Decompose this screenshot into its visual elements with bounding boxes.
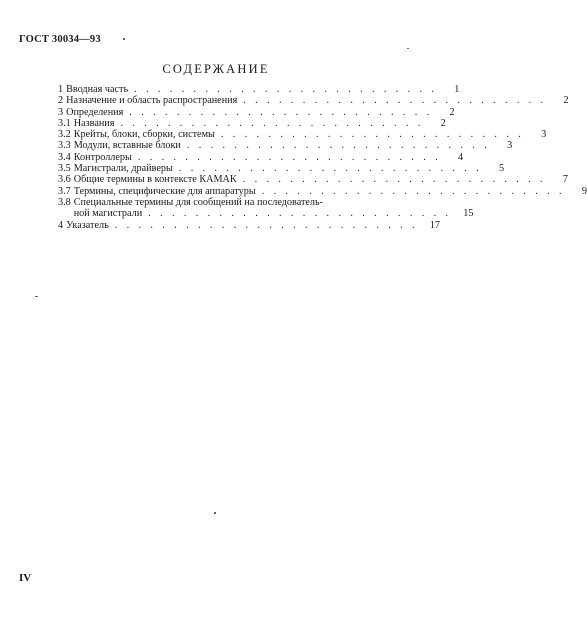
scan-speck [407, 48, 409, 49]
toc-leader-dots: . . . . . . . . . . . . . . . . . . . . . . . . . . [178, 163, 483, 175]
toc-leader-dots: . . . . . . . . . . . . . . . . . . . . . . . . . . [261, 185, 565, 197]
toc-leader-dots: . . . . . . . . . . . . . . . . . . . . . . . . . . [220, 129, 525, 141]
toc-entry [58, 95, 569, 107]
toc-entry-title: Модули, вставные блоки [73, 140, 181, 152]
toc-leader-dots: . . . . . . . . . . . . . . . . . . . . . . . . . . [120, 117, 424, 129]
toc-entry-body [71, 197, 474, 220]
toc-entry [58, 117, 446, 129]
toc-leader-dots: . . . . . . . . . . . . . . . . . . . . . . . . . . [243, 95, 547, 107]
toc-entry-number: 3.4 [58, 151, 71, 163]
toc-entry-title: Указатель [66, 219, 109, 231]
toc-entry-page: 15 [463, 208, 474, 220]
toc-entry-number: 3.3 [58, 140, 71, 152]
toc-leader-dots: . . . . . . . . . . . . . . . . . . . . . . . . . . [242, 174, 547, 186]
toc-entry-title: Определения [66, 106, 124, 118]
toc-leader-dots: . . . . . . . . . . . . . . . . . . . . . . . . . . [137, 151, 442, 163]
toc-entry-number: 3.6 [58, 174, 71, 186]
toc-leader-dots: . . . . . . . . . . . . . . . . . . . . . . . . . . [129, 106, 433, 118]
scan-speck [214, 512, 216, 514]
toc-entry-number: 3.5 [58, 163, 71, 175]
toc-entry-page: 17 [429, 219, 441, 231]
toc-entry-page: 3 [507, 140, 513, 152]
toc-entry-number: 3.2 [58, 129, 71, 141]
toc-leader-dots: . . . . . . . . . . . . . . . . . . . . . . . . . . [114, 219, 419, 231]
toc-entry-title: Крейты, блоки, сборки, системы [73, 129, 215, 141]
toc-entry-page: 4 [458, 151, 464, 163]
page-title: СОДЕРЖАНИЕ [162, 62, 270, 76]
toc-entry-number: 3.8 [58, 196, 71, 208]
toc-entry-title: Названия [73, 117, 115, 129]
toc-entry-title: Термины, специфические для аппаратуры [73, 185, 256, 197]
toc-entry [58, 129, 547, 141]
toc-entry [58, 196, 474, 220]
toc-entry-title: Магистрали, драйверы [73, 163, 173, 175]
scan-speck [35, 296, 38, 297]
toc-entry [58, 185, 587, 197]
toc-entry [58, 174, 569, 186]
toc-entry [58, 140, 513, 152]
toc-entry-title-continued: ной магистрали [73, 208, 143, 220]
toc-entry-title: Общие термины в контексте КАМАК [73, 174, 237, 186]
toc-entry-continuation [71, 208, 474, 219]
toc-entry [58, 163, 505, 175]
scan-speck [123, 38, 125, 40]
toc-entry [58, 219, 441, 231]
toc-entry-title: Вводная часть [66, 84, 129, 95]
toc-entry-page: 2 [440, 117, 446, 129]
toc-entry-page: 5 [499, 163, 505, 175]
toc-entry-page: 3 [541, 129, 547, 141]
toc-entry [58, 84, 460, 95]
toc-entry-number: 4 [58, 219, 64, 231]
table-of-contents [58, 84, 587, 231]
toc-entry-page: 2 [449, 106, 455, 118]
toc-entry-number: 3.7 [58, 185, 71, 197]
toc-entry-page: 1 [454, 84, 460, 95]
toc-leader-dots: . . . . . . . . . . . . . . . . . . . . . . . . . . [186, 140, 491, 152]
toc-entry-number: 3 [58, 106, 64, 118]
toc-entry [58, 106, 455, 118]
toc-entry-number: 1 [58, 84, 64, 95]
toc-entry-title: Специальные термины для сообщений на последователь- [73, 196, 324, 208]
toc-entry-title: Назначение и область распространения [66, 95, 238, 107]
toc-leader-dots: . . . . . . . . . . . . . . . . . . . . . . . . . . [148, 208, 452, 220]
toc-leader-dots: . . . . . . . . . . . . . . . . . . . . . . . . . . [134, 84, 438, 95]
document-code: ГОСТ 30034—93 [19, 34, 101, 45]
toc-entry-number: 3.1 [58, 117, 71, 129]
toc-entry-page: 2 [563, 95, 569, 107]
toc-entry-number: 2 [58, 95, 64, 107]
toc-entry-page: 9 [581, 185, 587, 197]
toc-entry-title: Контроллеры [73, 151, 132, 163]
toc-entry-page: 7 [562, 174, 569, 186]
toc-entry [58, 151, 464, 163]
page-numeral: IV [19, 572, 32, 584]
